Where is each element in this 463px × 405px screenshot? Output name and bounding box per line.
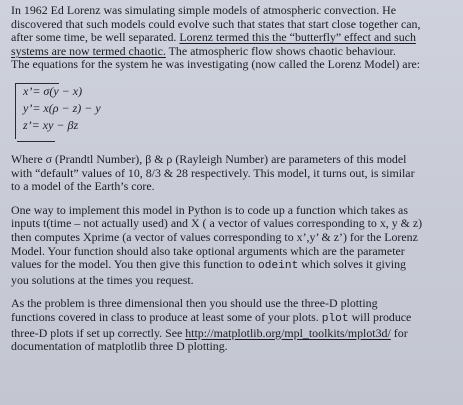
text-span: for <box>390 325 408 340</box>
equation-x: x’= σ(y − x) <box>23 83 83 98</box>
equation-z: z’= xy − βz <box>23 117 79 132</box>
text-line: In 1962 Ed Lorenz was simulating simple models of atmospheric convection. He <box>11 3 397 17</box>
text-line: documentation of matplotlib three D plotting. <box>11 339 228 354</box>
text-line: then computes Xprime (a vector of values corresponding to x’,y’ & z’) for the Lorenz <box>11 229 418 244</box>
text-line <box>11 45 457 59</box>
text-line <box>11 258 457 274</box>
code-plot: plot <box>321 312 349 325</box>
text-line: The equations for the system he was investigating (now called the Lorenz Model) are: <box>11 57 421 72</box>
text-line: As the problem is three dimensional then you should use the three-D plotting <box>11 296 378 311</box>
text-line: Where σ (Prandtl Number), β & ρ (Rayleigh Number) are parameters of this model <box>11 151 407 166</box>
implementation-paragraph <box>11 204 457 288</box>
text-span: values for the model. You then give this function to <box>11 257 259 272</box>
text-line: you solutions at the times you request. <box>11 272 194 287</box>
code-odeint: odeint <box>258 260 299 273</box>
text-line: with “default” values of 10, 8/3 & 28 respectively. This model, it turns out, is similar <box>11 165 415 180</box>
matplotlib-mplot3d-link[interactable]: http://matplotlib.org/mpl_toolkits/mplot3d/ <box>185 325 391 340</box>
text-span: three-D plots if set up correctly. See <box>11 325 186 340</box>
equation-underline <box>17 141 55 142</box>
text-span: will produce <box>348 309 412 324</box>
text-span: after some time, be well separated. <box>11 30 180 45</box>
underlined-text: Lorenz termed this the “butterfly” effect and such <box>179 30 416 45</box>
equation-y: y’= x(ρ − z) − y <box>23 100 101 115</box>
intro-paragraph <box>11 4 457 72</box>
parameters-paragraph <box>11 153 457 194</box>
text-line <box>11 31 457 45</box>
text-line: One way to implement this model in Python is to code up a function which takes as <box>11 202 408 217</box>
text-line: inputs t(time – not actually used) and X ( a vector of values corresponding to x, y & z) <box>11 216 423 231</box>
text-line <box>11 311 457 327</box>
lorenz-equations <box>15 81 457 145</box>
plotting-paragraph <box>11 297 457 353</box>
text-span: The atmospheric flow shows chaotic behaviour. <box>165 43 396 58</box>
text-line: to a model of the Earth’s core. <box>11 179 155 194</box>
text-span: which solves it giving <box>298 257 406 272</box>
text-line: Model. Your function should also take optional arguments which are the parameter <box>11 243 405 258</box>
text-line: discovered that such models could evolve such that states that start close together can, <box>11 16 421 31</box>
underlined-text: systems are now termed chaotic. <box>11 43 166 58</box>
text-span: functions covered in class to produce at least some of your plots. <box>11 309 322 324</box>
text-line <box>11 327 457 341</box>
